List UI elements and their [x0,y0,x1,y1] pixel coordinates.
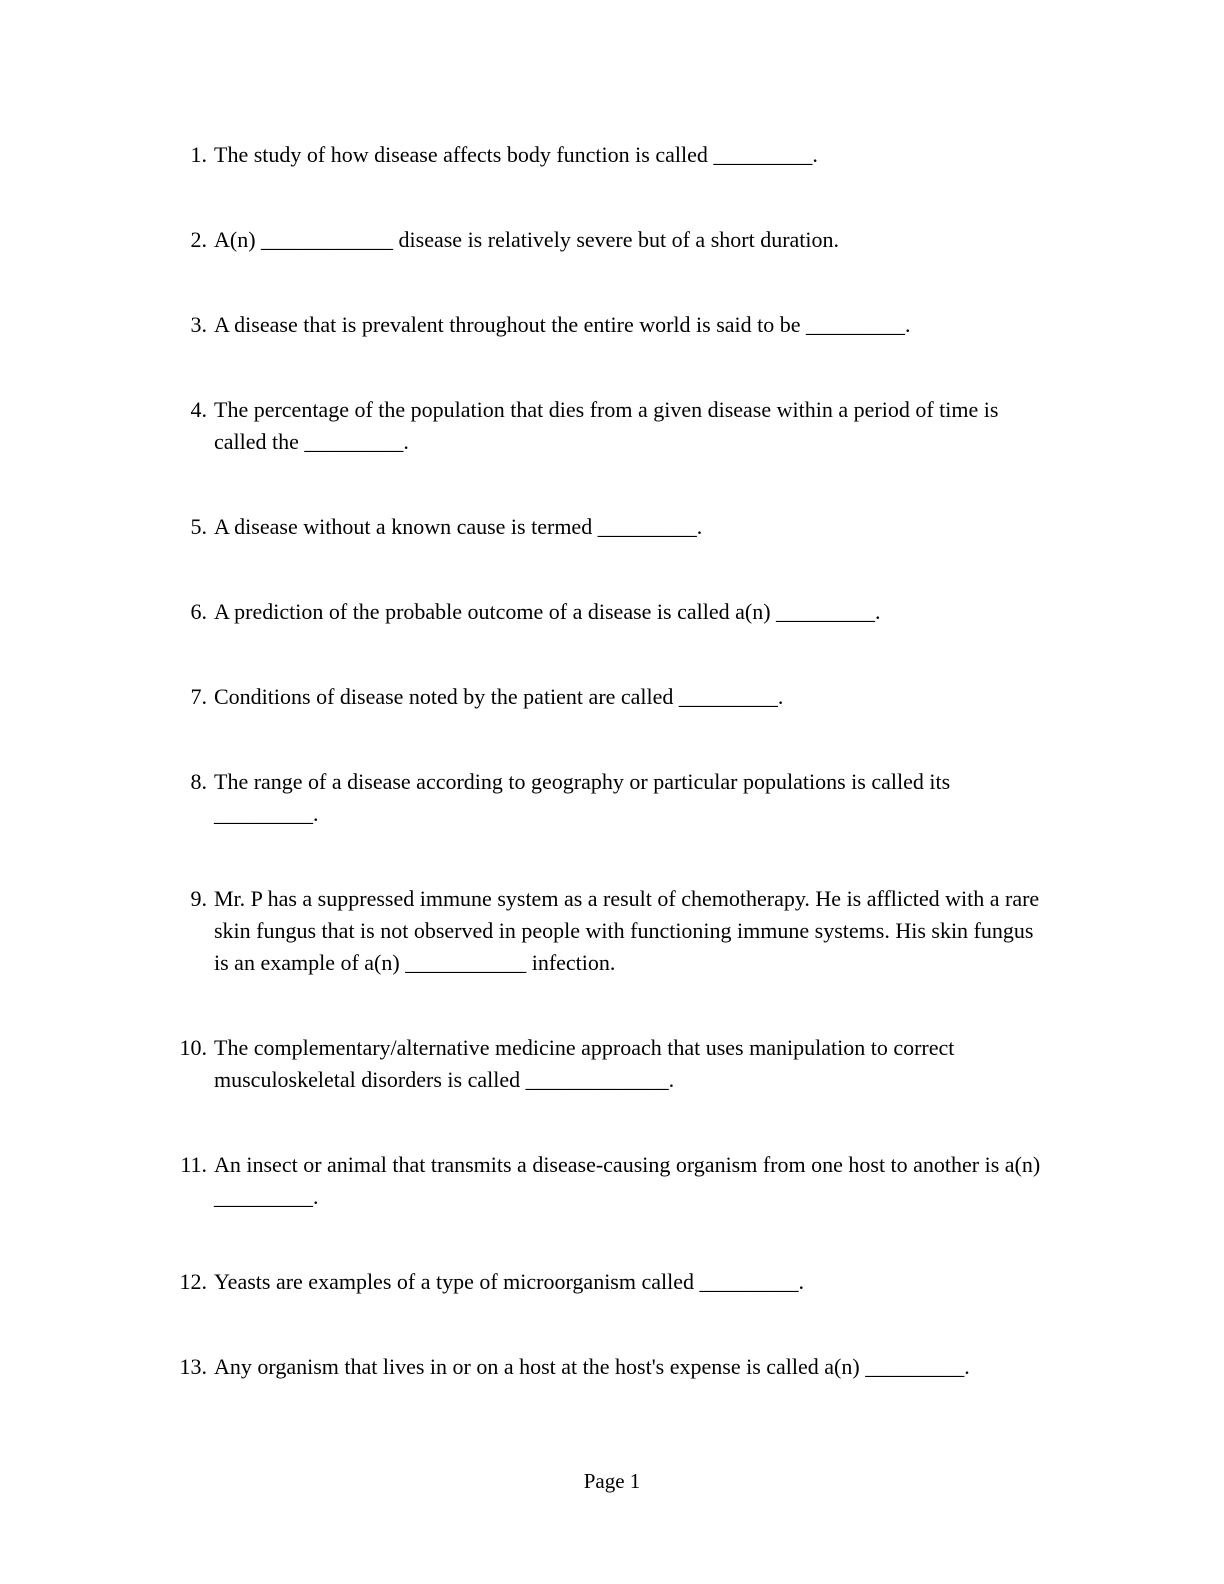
question-item-7 [166,681,1054,713]
question-text: An insect or animal that transmits a disease-causing organism from one host to another is a(n) _________. [214,1152,1041,1209]
question-number: 11. [180,1152,207,1177]
question-number: 10. [179,1035,207,1060]
question-number: 4. [190,397,207,422]
question-number: 13. [179,1354,207,1379]
question-text: Yeasts are examples of a type of microorganism called _________. [214,1269,804,1294]
question-text: Mr. P has a suppressed immune system as a result of chemotherapy. He is afflicted with a rare skin fungus that is not observed in people with functioning immune systems. His skin fungus is an example of a(n) ___________ infection. [214,886,1040,975]
question-number: 12. [179,1269,207,1294]
question-item-11 [166,1149,1054,1213]
question-text: The study of how disease affects body function is called _________. [214,142,818,167]
question-item-5 [166,511,1054,543]
question-number: 1. [190,142,207,167]
question-item-9 [166,883,1054,979]
question-item-6 [166,596,1054,628]
question-text: The complementary/alternative medicine approach that uses manipulation to correct musculoskeletal disorders is called _____________. [214,1035,955,1092]
question-number: 8. [190,769,207,794]
question-item-13 [166,1351,1054,1383]
question-text: The range of a disease according to geography or particular populations is called its _________. [214,769,951,826]
question-text: A disease that is prevalent throughout the entire world is said to be _________. [214,312,911,337]
question-number: 5. [190,514,207,539]
question-number: 7. [190,684,207,709]
question-text: Any organism that lives in or on a host at the host's expense is called a(n) _________. [214,1354,970,1379]
question-item-3 [166,309,1054,341]
question-number: 3. [190,312,207,337]
question-item-8 [166,766,1054,830]
question-text: Conditions of disease noted by the patient are called _________. [214,684,784,709]
question-text: A prediction of the probable outcome of a disease is called a(n) _________. [214,599,881,624]
question-item-4 [166,394,1054,458]
question-number: 6. [190,599,207,624]
page-number-footer: Page 1 [583,1469,641,1493]
question-text: A(n) ____________ disease is relatively severe but of a short duration. [214,227,840,252]
question-item-2 [166,224,1054,256]
question-text: A disease without a known cause is termed _________. [214,514,703,539]
question-number: 2. [190,227,207,252]
question-item-1 [166,139,1054,171]
question-item-12 [166,1266,1054,1298]
question-text: The percentage of the population that dies from a given disease within a period of time is called the _________. [214,397,999,454]
question-number: 9. [190,886,207,911]
question-item-10 [166,1032,1054,1096]
